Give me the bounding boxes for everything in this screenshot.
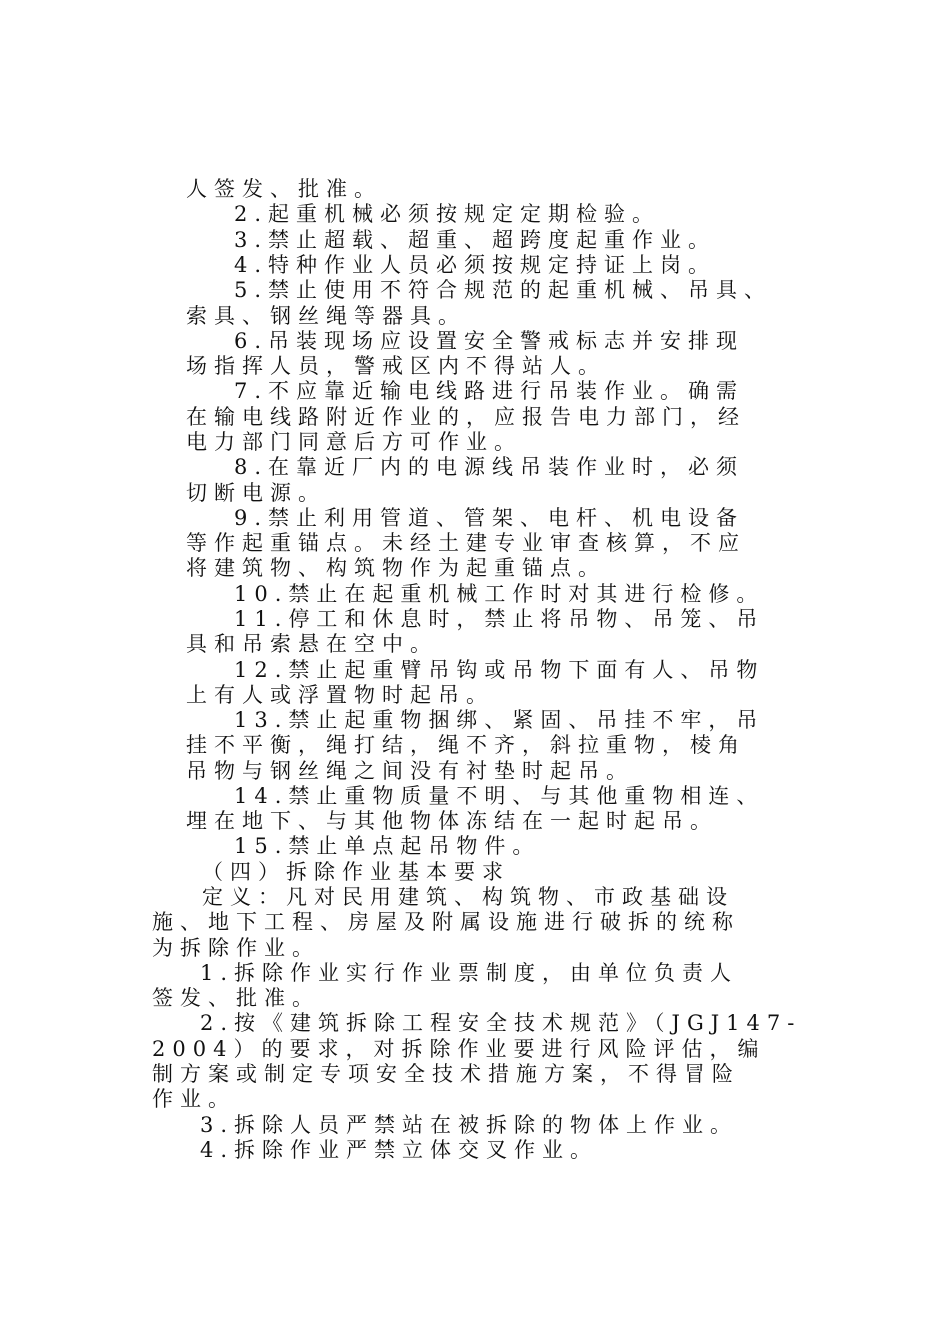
text-line-26: 埋在地下、与其他物体冻结在一起时起吊。 [186, 809, 718, 833]
text-line-29: 定义：凡对民用建筑、构筑物、市政基础设 [202, 885, 734, 909]
text-line-27: 15.禁止单点起吊物件。 [234, 834, 541, 858]
text-line-23: 挂不平衡，绳打结，绳不齐，斜拉重物，棱角 [186, 733, 746, 757]
text-line-1: 人签发、批准。 [186, 177, 382, 201]
text-line-18: 11.停工和休息时，禁止将吊物、吊笼、吊 [234, 607, 765, 631]
text-line-22: 13.禁止起重物捆绑、紧固、吊挂不牢，吊 [234, 708, 765, 732]
text-line-34: 2.按《建筑拆除工程安全技术规范》（JGJ147- [200, 1011, 802, 1035]
text-line-8: 场指挥人员，警戒区内不得站人。 [186, 354, 606, 378]
text-line-31: 为拆除作业。 [152, 936, 320, 960]
text-line-37: 作业。 [152, 1087, 236, 1111]
text-line-32: 1.拆除作业实行作业票制度，由单位负责人 [200, 961, 739, 985]
text-line-3: 3.禁止超载、超重、超跨度起重作业。 [234, 228, 717, 252]
text-line-25: 14.禁止重物质量不明、与其他重物相连、 [234, 784, 765, 808]
text-line-9: 7.不应靠近输电线路进行吊装作业。确需 [234, 379, 745, 403]
text-line-17: 10.禁止在起重机械工作时对其进行检修。 [234, 582, 765, 606]
text-line-30: 施、地下工程、房屋及附属设施进行破拆的统称 [152, 910, 740, 934]
text-line-20: 12.禁止起重臂吊钩或吊物下面有人、吊物 [234, 658, 765, 682]
text-line-4: 4.特种作业人员必须按规定持证上岗。 [234, 253, 717, 277]
text-line-33: 签发、批准。 [152, 986, 320, 1010]
text-line-38: 3.拆除人员严禁站在被拆除的物体上作业。 [200, 1113, 739, 1137]
text-line-2: 2.起重机械必须按规定定期检验。 [234, 202, 661, 226]
text-line-21: 上有人或浮置物时起吊。 [186, 683, 494, 707]
text-line-5: 5.禁止使用不符合规范的起重机械、吊具、 [234, 278, 773, 302]
text-line-14: 9.禁止利用管道、管架、电杆、机电设备 [234, 506, 745, 530]
text-line-7: 6.吊装现场应设置安全警戒标志并安排现 [234, 329, 745, 353]
text-line-10: 在输电线路附近作业的，应报告电力部门，经 [186, 405, 746, 429]
text-line-24: 吊物与钢丝绳之间没有衬垫时起吊。 [186, 759, 634, 783]
text-line-16: 将建筑物、构筑物作为起重锚点。 [186, 556, 606, 580]
text-line-11: 电力部门同意后方可作业。 [186, 430, 522, 454]
text-line-36: 制方案或制定专项安全技术措施方案，不得冒险 [152, 1062, 740, 1086]
text-line-15: 等作起重锚点。未经土建专业审查核算，不应 [186, 531, 746, 555]
text-line-39: 4.拆除作业严禁立体交叉作业。 [200, 1138, 599, 1162]
text-line-19: 具和吊索悬在空中。 [186, 632, 438, 656]
text-line-12: 8.在靠近厂内的电源线吊装作业时，必须 [234, 455, 745, 479]
text-line-13: 切断电源。 [186, 481, 326, 505]
text-line-35: 2004）的要求，对拆除作业要进行风险评估，编 [152, 1037, 766, 1061]
section-heading: （四）拆除作业基本要求 [202, 860, 510, 884]
text-line-6: 索具、钢丝绳等器具。 [186, 304, 466, 328]
